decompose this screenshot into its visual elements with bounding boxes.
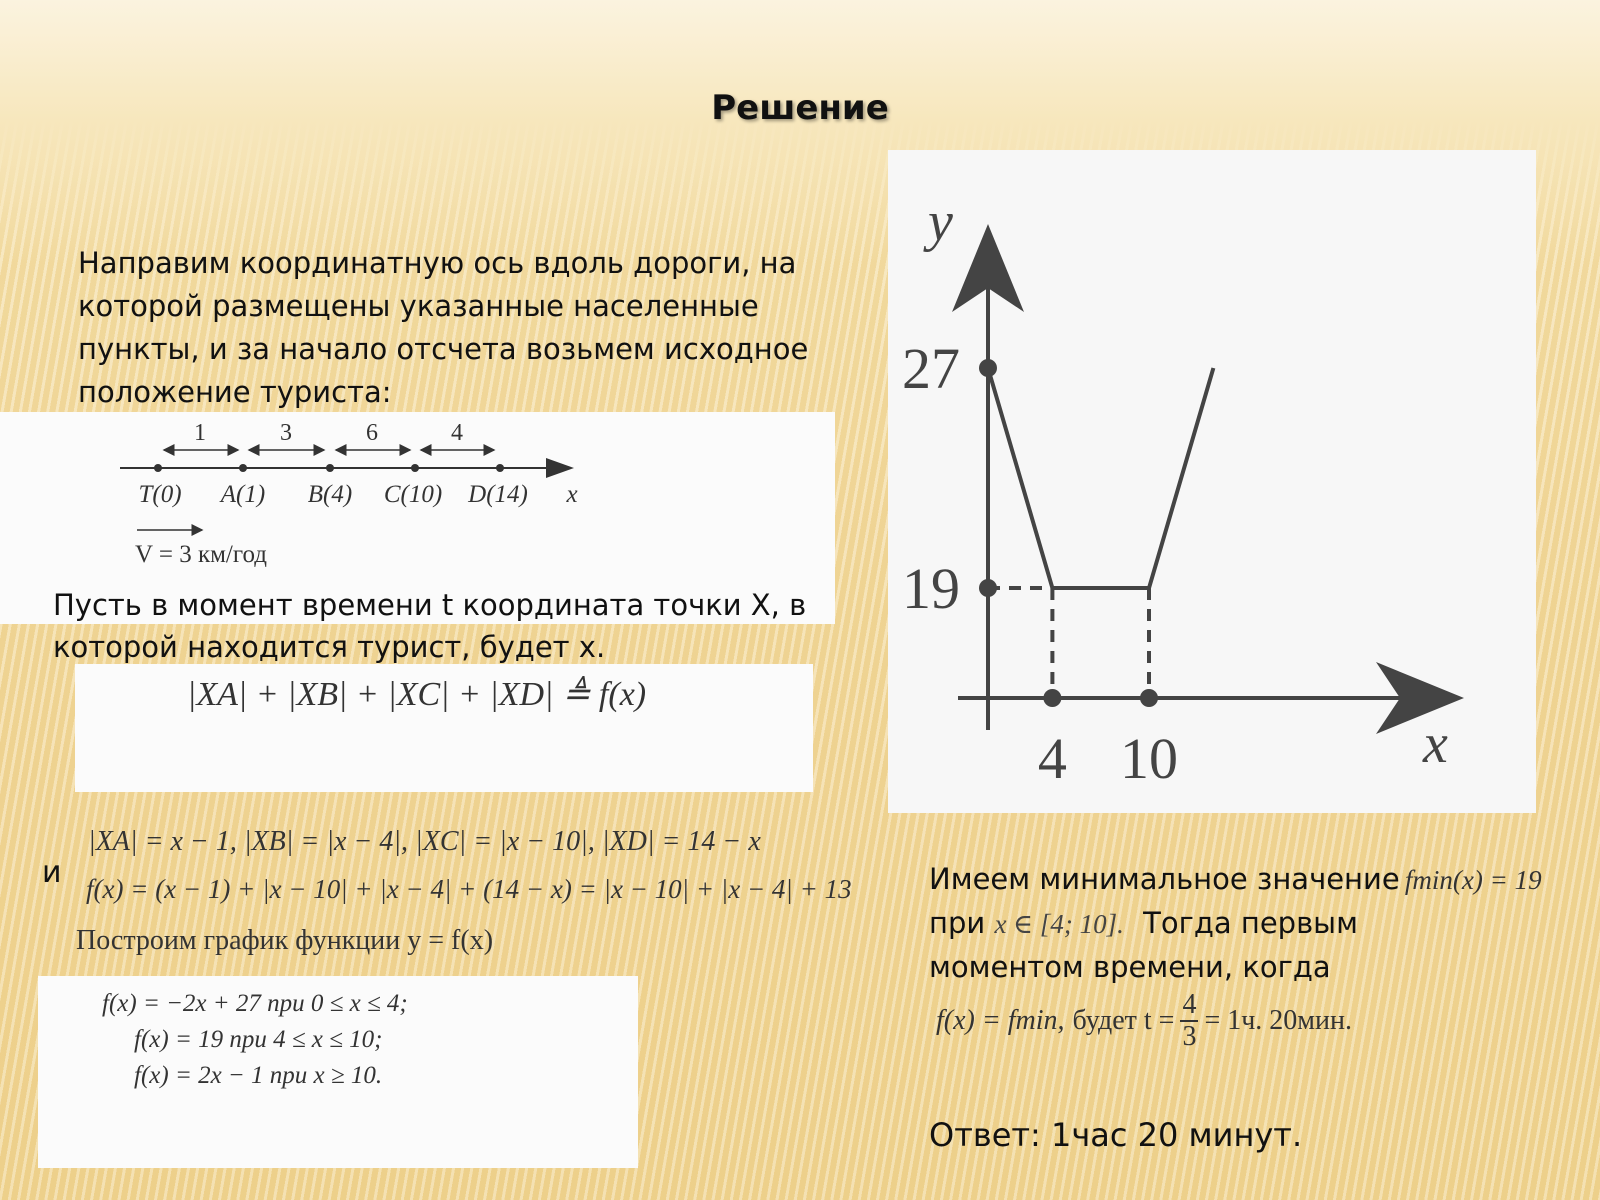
- y-tick-label-19: 19: [902, 556, 960, 621]
- x-tick-label-4: 4: [1037, 726, 1067, 791]
- distance-label-3: 6: [366, 420, 378, 446]
- intro-line-3: пункты, и за начало отсчета возьмем исходное: [78, 332, 809, 366]
- piecewise-line-2: f(x) = 19 при 4 ≤ x ≤ 10;: [134, 1026, 383, 1053]
- intro-line-2: которой размещены указанные населенные: [78, 289, 759, 323]
- f-expression: f(x) = (x − 1) + |x − 10| + |x − 4| + (14 − x) = |x − 10| + |x − 4| + 13: [86, 874, 852, 904]
- intro-paragraph: [78, 242, 858, 414]
- piecewise-line-1: f(x) = −2x + 27 при 0 ≤ x ≤ 4;: [102, 990, 408, 1017]
- formula-right: = 1ч. 20мин.: [1204, 1005, 1352, 1036]
- distance-label-1: 1: [194, 420, 206, 446]
- minimum-line-1: [929, 858, 1589, 902]
- formula-mid: будет t =: [1072, 1005, 1175, 1036]
- interval-formula: x ∈ [4; 10].: [994, 909, 1124, 939]
- velocity-label: V = 3 км/год: [135, 541, 267, 568]
- point-D: [496, 464, 504, 472]
- answer-text: Ответ: 1час 20 минут.: [929, 1116, 1303, 1154]
- point-label-T: T(0): [138, 481, 182, 508]
- fmin-equation: fmin(x) = 19: [1404, 865, 1542, 895]
- point-B: [326, 464, 334, 472]
- fraction: [1180, 990, 1198, 1052]
- point-C: [411, 464, 419, 472]
- y-tick-label-27: 27: [902, 336, 960, 401]
- point-y19: [979, 579, 997, 597]
- slide-title: Решение: [711, 88, 889, 128]
- definition-formula: |XA| + |XB| + |XC| + |XD| ≜ f(x): [187, 676, 647, 713]
- distance-label-2: 3: [280, 420, 292, 446]
- point-label-D: D(14): [468, 481, 528, 508]
- function-graph: [888, 150, 1536, 813]
- point-y27: [979, 359, 997, 377]
- formula-left: f(x) = fmin,: [936, 1005, 1065, 1036]
- build-graph-text: Построим график функции y = f(x): [76, 925, 494, 956]
- intro-line-1: Направим координатную ось вдоль дороги, на: [78, 246, 797, 280]
- minimum-suffix: Тогда первым: [1143, 906, 1358, 940]
- point-label-B: B(4): [307, 481, 353, 508]
- minimum-text-1: Имеем минимальное значение: [929, 862, 1400, 896]
- point-label-A: A(1): [220, 481, 266, 508]
- intro-line-4: положение туриста:: [78, 375, 392, 409]
- graph-svg: [888, 150, 1536, 813]
- minimum-prefix: при: [929, 906, 986, 940]
- distance-label-4: 4: [451, 420, 463, 446]
- y-axis-label: y: [928, 191, 953, 253]
- minimum-paragraph: [929, 858, 1589, 989]
- x-axis-label: x: [1423, 713, 1448, 775]
- moment-paragraph: [53, 584, 833, 668]
- moment-line-1: Пусть в момент времени t координата точки X, в: [53, 588, 807, 622]
- point-x10: [1140, 689, 1158, 707]
- time-formula: [936, 990, 1352, 1052]
- abs-values-formula: |XA| = x − 1, |XB| = |x − 4|, |XC| = |x − 10|, |XD| = 14 − x: [88, 826, 761, 857]
- piecewise-box: [38, 976, 638, 1168]
- minimum-line-3: моментом времени, когда: [929, 950, 1331, 984]
- fraction-numerator: 4: [1182, 989, 1197, 1020]
- definition-box: [75, 664, 813, 792]
- axis-label-x: x: [566, 481, 578, 508]
- point-x4: [1043, 689, 1061, 707]
- point-T: [154, 464, 162, 472]
- series-line-f: [988, 368, 1213, 588]
- x-tick-label-10: 10: [1120, 726, 1178, 791]
- moment-line-2: которой находится турист, будет x.: [53, 630, 606, 664]
- piecewise-line-3: f(x) = 2x − 1 при x ≥ 10.: [134, 1062, 383, 1089]
- and-label: и: [42, 855, 62, 890]
- point-label-C: C(10): [383, 481, 443, 508]
- fraction-denominator: 3: [1182, 1021, 1197, 1052]
- minimum-line-2: [929, 902, 1589, 946]
- point-A: [239, 464, 247, 472]
